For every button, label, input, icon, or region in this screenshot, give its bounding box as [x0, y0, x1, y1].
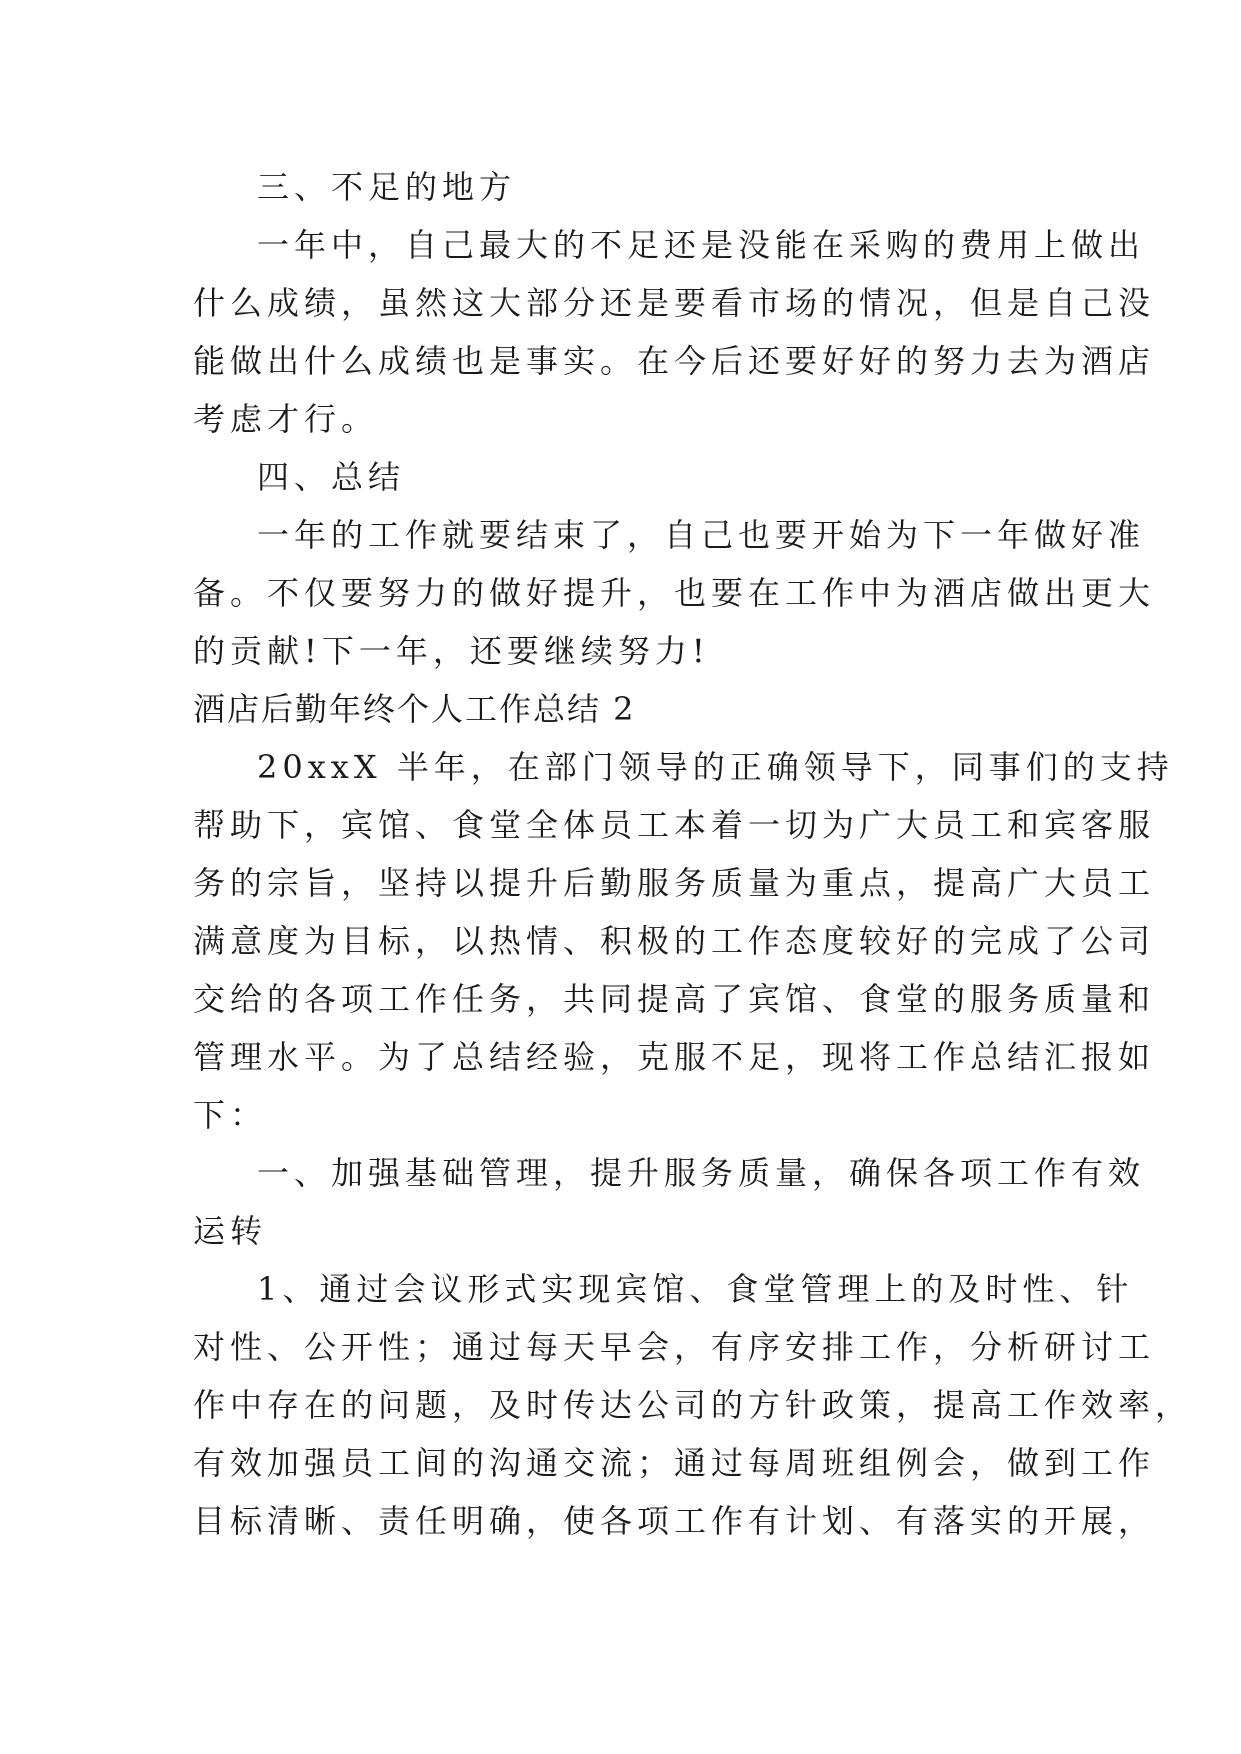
section-heading-basic-management: 一、加强基础管理，提升服务质量，确保各项工作有效: [257, 1154, 1146, 1192]
paragraph-line: 目标清晰、责任明确，使各项工作有计划、有落实的开展，: [193, 1502, 1156, 1540]
paragraph-line: 对性、公开性；通过每天早会，有序安排工作，分析研讨工: [193, 1328, 1156, 1366]
paragraph-line: 1、通过会议形式实现宾馆、食堂管理上的及时性、针: [257, 1270, 1134, 1308]
paragraph-line: 帮助下，宾馆、食堂全体员工本着一切为广大员工和宾客服: [193, 806, 1156, 844]
document-title: 酒店后勤年终个人工作总结 2: [193, 690, 636, 728]
document-body: [193, 158, 1193, 1550]
paragraph-line: 的贡献!下一年，还要继续努力!: [193, 632, 710, 670]
paragraph-line: 考虑才行。: [193, 400, 379, 438]
paragraph-line: 下：: [193, 1096, 268, 1134]
paragraph-line: 管理水平。为了总结经验，克服不足，现将工作总结汇报如: [193, 1038, 1156, 1076]
paragraph-line: 作中存在的问题，及时传达公司的方针政策，提高工作效率，: [193, 1386, 1193, 1424]
paragraph-line: 交给的各项工作任务，共同提高了宾馆、食堂的服务质量和: [193, 980, 1156, 1018]
paragraph-line: 备。不仅要努力的做好提升，也要在工作中为酒店做出更大: [193, 574, 1156, 612]
paragraph-line: 一年中，自己最大的不足还是没能在采购的费用上做出: [257, 226, 1146, 264]
paragraph-line: 什么成绩，虽然这大部分还是要看市场的情况，但是自己没: [193, 284, 1156, 322]
paragraph-line: 能做出什么成绩也是事实。在今后还要好好的努力去为酒店: [193, 342, 1156, 380]
paragraph-line: 有效加强员工间的沟通交流；通过每周班组例会，做到工作: [193, 1444, 1156, 1482]
paragraph-line: 务的宗旨，坚持以提升后勤服务质量为重点，提高广大员工: [193, 864, 1156, 902]
paragraph-line: 20xxX 半年，在部门领导的正确领导下，同事们的支持: [257, 748, 1174, 786]
section-heading-shortcomings: 三、不足的地方: [257, 168, 517, 206]
section-heading-summary: 四、总结: [257, 458, 406, 496]
paragraph-line: 满意度为目标，以热情、积极的工作态度较好的完成了公司: [193, 922, 1156, 960]
section-heading-continued: 运转: [193, 1212, 268, 1250]
paragraph-line: 一年的工作就要结束了，自己也要开始为下一年做好准: [257, 516, 1146, 554]
